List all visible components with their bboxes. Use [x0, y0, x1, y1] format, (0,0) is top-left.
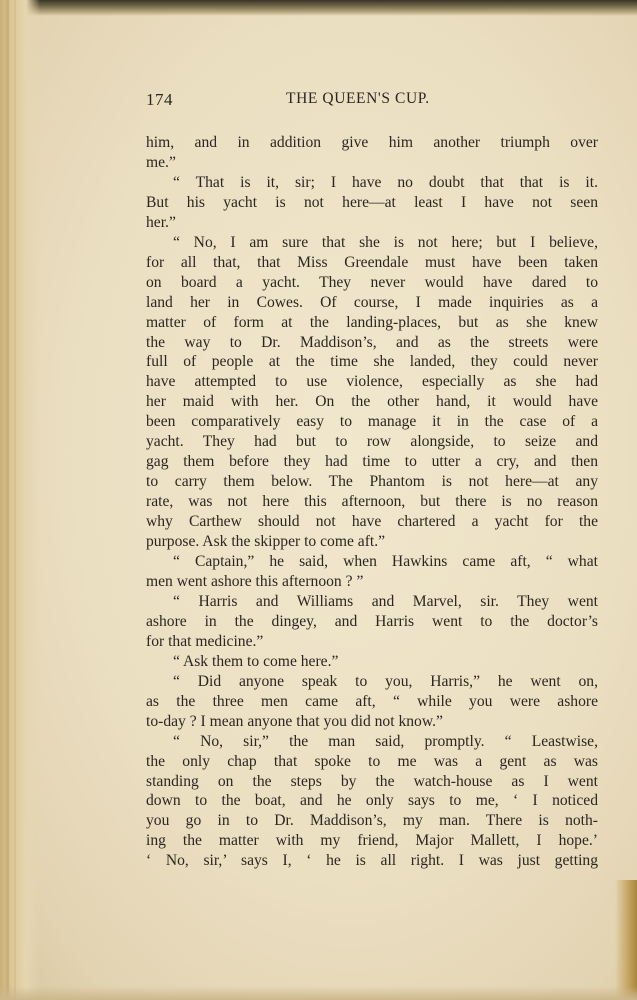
text-line: gag them before they had time to utter a cry, and then: [146, 453, 598, 471]
text-line: “ Did anyone speak to you, Harris,” he went on,: [173, 672, 598, 690]
text-line: her maid with her. On the other hand, it would have: [146, 393, 598, 411]
text-line: ‘ No, sir,’ says I, ‘ he is all right. I was just getting: [146, 852, 598, 870]
text-line: “ No, sir,” the man said, promptly. “ Leastwise,: [173, 732, 598, 750]
body-text: [146, 133, 598, 871]
text-line: me.”: [146, 153, 176, 171]
text-line: “ That is it, sir; I have no doubt that that is it.: [173, 173, 598, 191]
text-line: yacht. They had but to row alongside, to seize and: [146, 433, 598, 451]
running-title: THE QUEEN'S CUP.: [286, 90, 430, 107]
text-line: men went ashore this afternoon ? ”: [146, 572, 364, 590]
running-header: [146, 90, 598, 114]
text-line: you go in to Dr. Maddison’s, my man. There is noth-: [146, 812, 598, 830]
text-line: ing the matter with my friend, Major Mallett, I hope.’: [146, 832, 598, 850]
text-line: land her in Cowes. Of course, I made inquiries as a: [146, 293, 598, 311]
text-line: But his yacht is not here—at least I have not seen: [146, 193, 598, 211]
text-line: to carry them below. The Phantom is not here—at any: [146, 473, 598, 491]
text-line: him, and in addition give him another triumph over: [146, 134, 598, 151]
text-line: purpose. Ask the skipper to come aft.”: [146, 533, 386, 551]
page-binding-edge: [0, 0, 40, 1000]
text-line: on board a yacht. They never would have dared to: [146, 273, 598, 291]
page-top-edge: [0, 0, 637, 16]
text-line: full of people at the time she landed, they could never: [146, 353, 598, 371]
text-line: “ Harris and Williams and Marvel, sir. They went: [173, 592, 598, 610]
text-line: “ Captain,” he said, when Hawkins came aft, “ what: [173, 553, 598, 571]
text-line: have attempted to use violence, especially as she had: [146, 373, 598, 391]
text-line: for that medicine.”: [146, 632, 264, 650]
text-line: the way to Dr. Maddison’s, and as the streets were: [146, 333, 598, 351]
text-line: for all that, that Miss Greendale must have been taken: [146, 253, 598, 271]
page-number: 174: [146, 90, 173, 109]
text-line: to-day ? I mean anyone that you did not know.”: [146, 712, 443, 730]
text-line: matter of form at the landing-places, but as she knew: [146, 313, 598, 331]
text-line: down to the boat, and he only says to me, ‘ I noticed: [146, 792, 598, 810]
text-line: the only chap that spoke to me was a gent as was: [146, 752, 598, 770]
text-line: “ No, I am sure that she is not here; but I believe,: [173, 233, 598, 251]
text-line: standing on the steps by the watch-house as I went: [146, 772, 598, 790]
page-bottom-edge: [0, 986, 637, 1000]
text-line: rate, was not here this afternoon, but there is no reason: [146, 493, 598, 511]
text-line: why Carthew should not have chartered a yacht for the: [146, 513, 598, 531]
text-line: as the three men came aft, “ while you were ashore: [146, 692, 598, 710]
page-corner-stain: [615, 880, 637, 1000]
text-line: her.”: [146, 213, 176, 231]
text-line: “ Ask them to come here.”: [173, 652, 339, 670]
text-line: been comparatively easy to manage it in the case of a: [146, 413, 598, 431]
text-line: ashore in the dingey, and Harris went to the doctor’s: [146, 612, 598, 630]
